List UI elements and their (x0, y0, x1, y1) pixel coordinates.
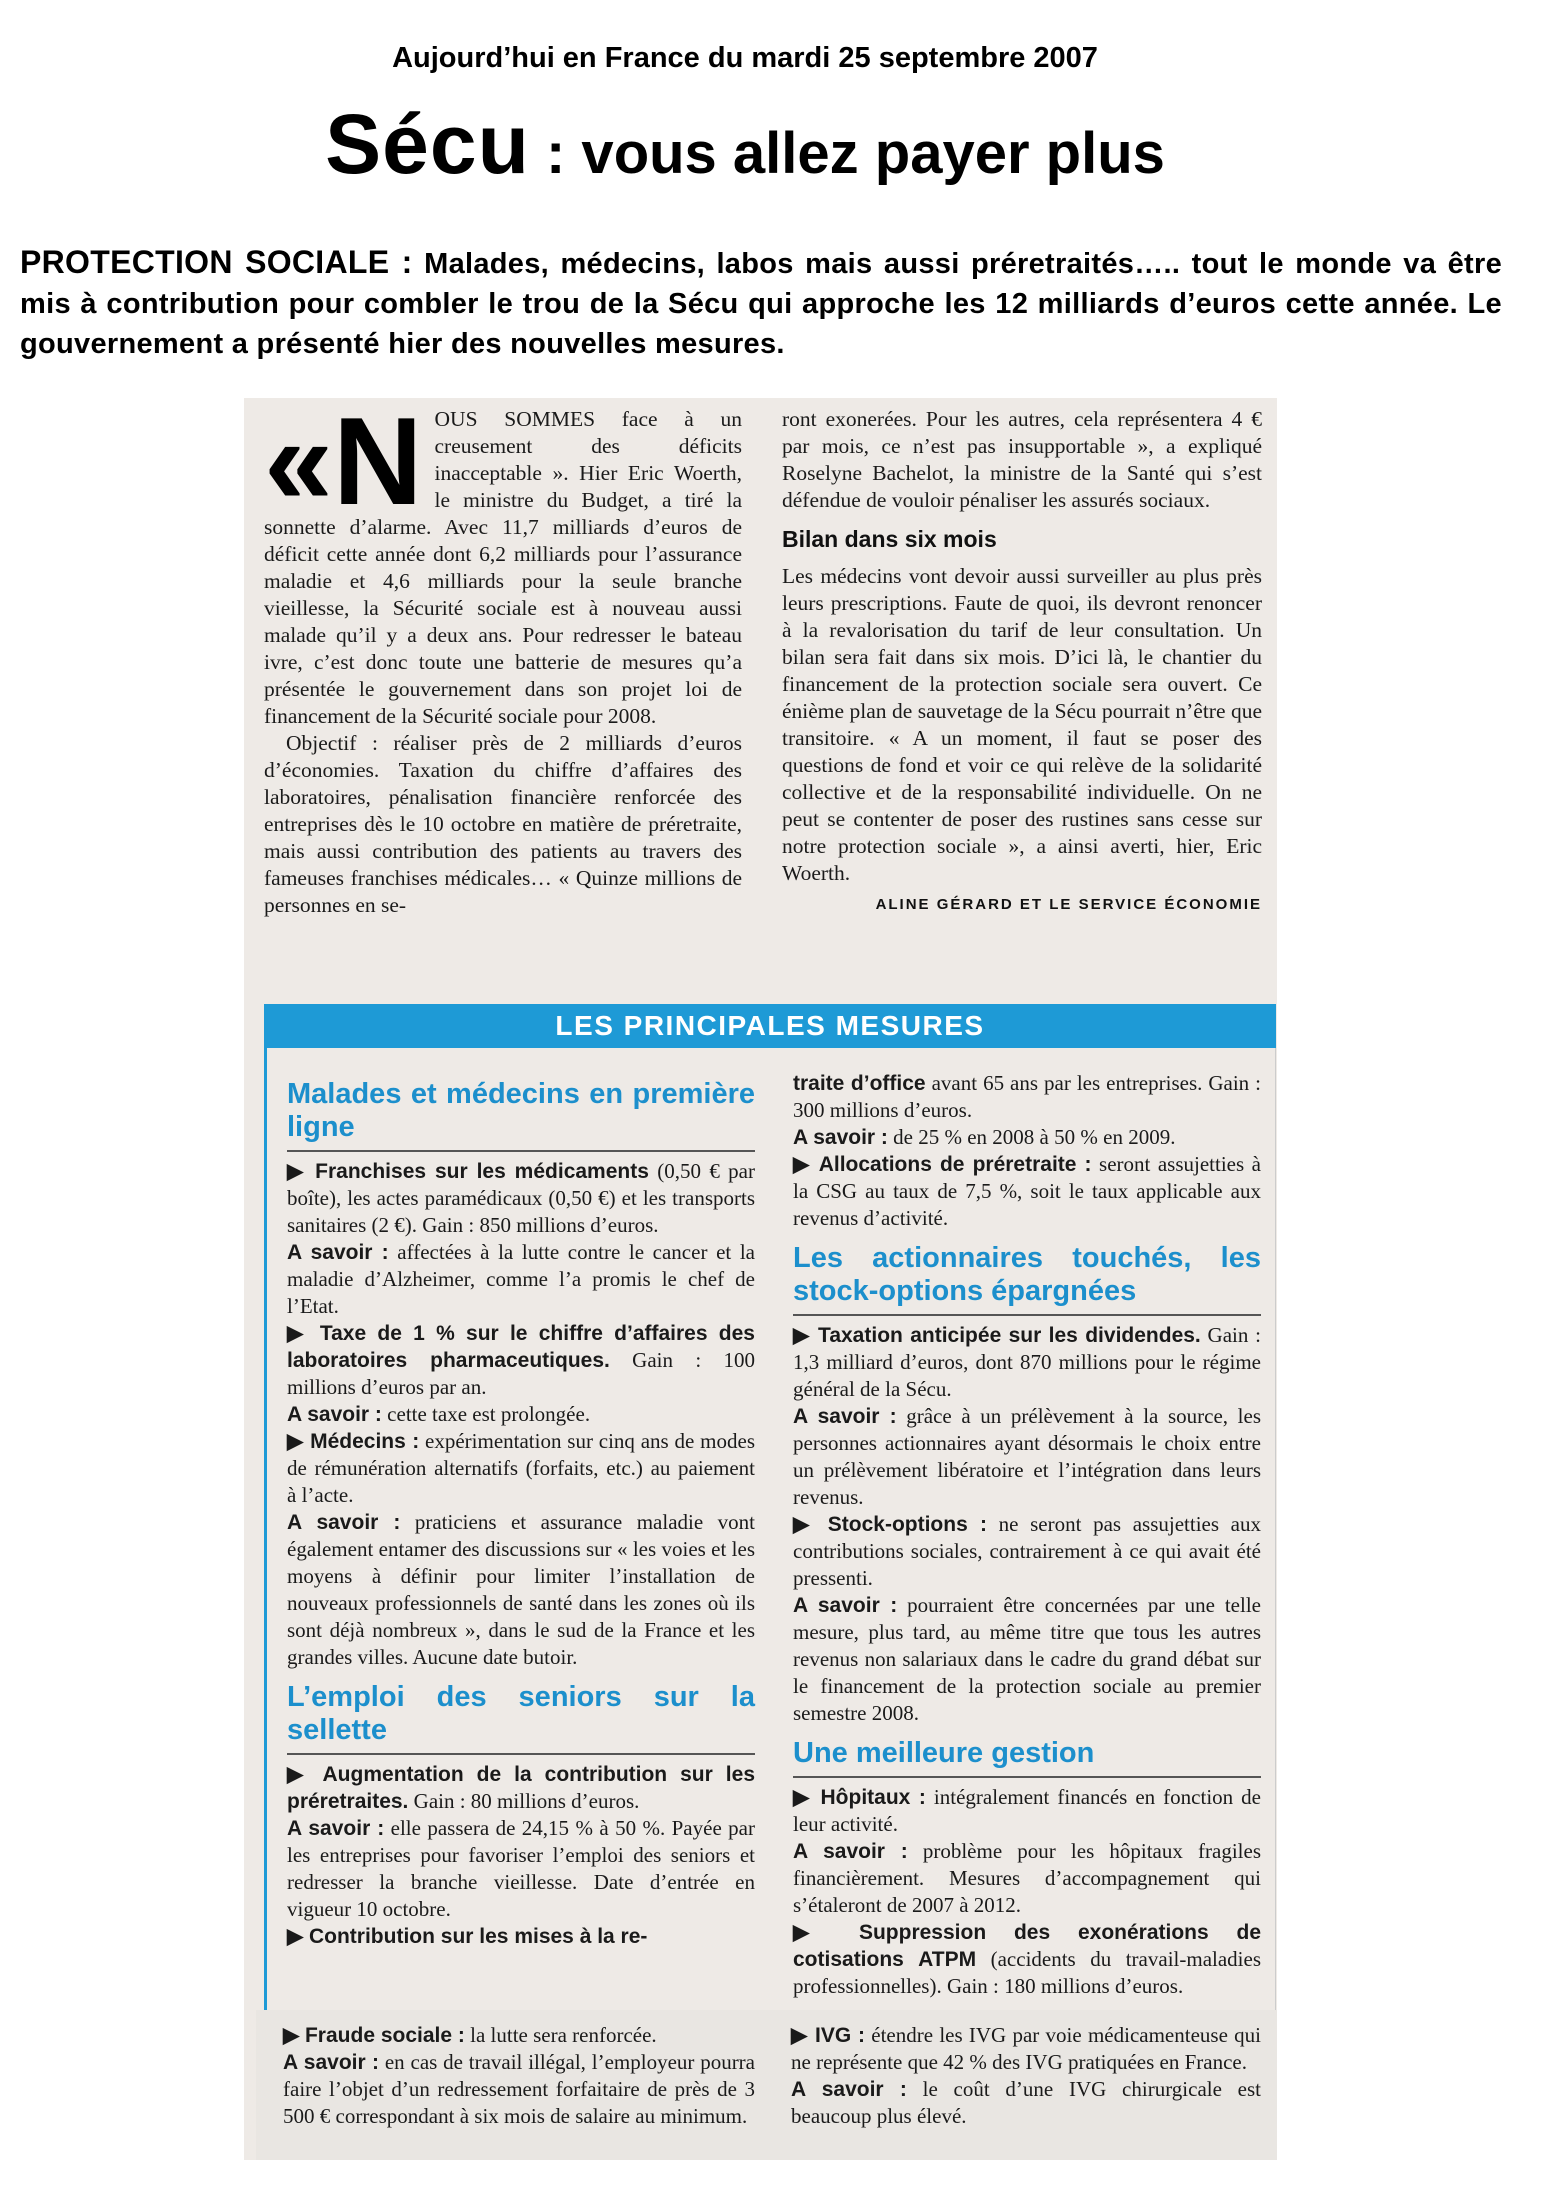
measure-medecins-note: A savoir : praticiens et assurance maladie vont également entamer des discussions sur « les voies et les moyens à définir pour limiter l’installation de nouveaux professionnels de santé dans les zones où ils sont déjà nombreux », dans le sud de la France et les grandes villes. Aucune date butoir. (287, 1510, 755, 1669)
measure-ivg-note: A savoir : le coût d’une IVG chirurgicale est beaucoup plus élevé. (791, 2077, 1262, 2128)
measure-mises-retraite-cont: traite d’office avant 65 ans par les entreprises. Gain : 300 millions d’euros. (793, 1071, 1262, 1122)
measure-taxe-labos: ▶ Taxe de 1 % sur le chiffre d’affaires des laboratoires pharmaceutiques. Gain : 100 millions d’euros par an. (287, 1322, 755, 1399)
article-subhead: Bilan dans six mois (782, 526, 997, 552)
measure-preretraites-note: A savoir : elle passera de 24,15 % à 50 %. Payée par les entreprises pour favoriser l’emploi des seniors et redresser la branche vieillesse. Date d’entrée en vigueur 10 octobre. (287, 1816, 755, 1921)
byline: ALINE GÉRARD ET LE SERVICE ÉCONOMIE (875, 896, 1262, 913)
article-column-2 (782, 406, 1262, 918)
headline (0, 97, 1490, 191)
measures-column-left (287, 1068, 755, 1950)
measure-medecins: ▶ Médecins : expérimentation sur cinq ans de modes de rémunération alternatifs (forfaits, etc.) au paiement à l’acte. (287, 1429, 755, 1507)
source-line: Aujourd’hui en France du mardi 25 septembre 2007 (392, 42, 1098, 74)
measure-mises-retraite-start: ▶ Contribution sur les mises à la re- (287, 1925, 648, 1948)
measure-atpm: ▶ Suppression des exonérations de cotisations ATPM (accidents du travail-maladies professionnelles). Gain : 180 millions d’euros. (793, 1921, 1261, 1998)
measure-dividendes: ▶ Taxation anticipée sur les dividendes. Gain : 1,3 milliard d’euros, dont 870 millions pour le régime général de la Sécu. (793, 1323, 1261, 1401)
article-paragraph-3: ront exonerées. Pour les autres, cela représentera 4 € par mois, ce n’est pas insupportable », a expliqué Roselyne Bachelot, la ministre de la Santé qui s’est défendue de vouloir pénaliser les assurés sociaux. (782, 407, 1262, 512)
lede-text: Malades, médecins, labos mais aussi préretraités….. tout le monde va être mis à contribution pour combler le trou de la Sécu qui approche les 12 milliards d’euros cette année. Le gouvernement a présenté hier des nouvelles mesures. (20, 248, 1503, 360)
section-heading-gestion: Une meilleure gestion (793, 1737, 1261, 1778)
box-title: LES PRINCIPALES MESURES (264, 1004, 1276, 1048)
article-paragraph-1 (264, 393, 742, 730)
dropcap: «N (264, 393, 423, 531)
article-p1-text: OUS SOMMES face à un creusement des déficits inacceptable ». Hier Eric Woerth, le ministre du Budget, a tiré la sonnette d’alarme. Avec 11,7 milliards d’euros de déficit cette année dont 6,2 milliards pour l’assurance maladie et 4,6 milliards pour la seule branche vieillesse, la Sécurité sociale est à nouveau aussi malade qu’il y a deux ans. Pour redresser le bateau ivre, c’est donc toute une batterie de mesures qu’a présentée le gouvernement dans son projet loi de financement de la Sécurité sociale pour 2008. (264, 407, 742, 728)
section-heading-actionnaires: Les actionnaires touchés, les stock-options épargnées (793, 1242, 1261, 1316)
measure-stock-options: ▶ Stock-options : ne seront pas assujetties aux contributions sociales, contrairement à ce qui avait été pressenti. (793, 1512, 1261, 1590)
measure-stock-options-note: A savoir : pourraient être concernées par une telle mesure, plus tard, au même titre que tous les autres revenus non salariaux dans le cadre du grand débat sur le financement de la protection sociale au premier semestre 2008. (793, 1593, 1261, 1725)
measure-preretraites: ▶ Augmentation de la contribution sur les préretraites. Gain : 80 millions d’euros. (287, 1763, 755, 1813)
headline-main: Sécu (325, 97, 530, 191)
section-heading-malades: Malades et médecins en première ligne (287, 1078, 755, 1152)
measure-taxe-labos-note: A savoir : cette taxe est prolongée. (287, 1402, 591, 1426)
section-heading-seniors: L’emploi des seniors sur la sellette (287, 1681, 755, 1755)
measure-fraude: ▶ Fraude sociale : la lutte sera renforcée. (283, 2023, 657, 2047)
measure-ivg-block (791, 2022, 1261, 2130)
measure-franchises-note: A savoir : affectées à la lutte contre le cancer et la maladie d’Alzheimer, comme l’a promis le chef de l’Etat. (287, 1240, 756, 1318)
measure-hopitaux: ▶ Hôpitaux : intégralement financés en fonction de leur activité. (793, 1785, 1261, 1836)
article-column-1 (264, 393, 742, 919)
measure-allocations: ▶ Allocations de préretraite : seront assujetties à la CSG au taux de 7,5 %, soit le taux applicable aux revenus d’activité. (793, 1152, 1261, 1230)
measure-dividendes-note: A savoir : grâce à un prélèvement à la source, les personnes actionnaires ayant désormais le choix entre un prélèvement libératoire et l’intégration dans leurs revenus. (793, 1404, 1261, 1509)
measure-mises-retraite-note: A savoir : de 25 % en 2008 à 50 % en 2009. (793, 1125, 1176, 1149)
measures-column-right (793, 1070, 1261, 2000)
measure-ivg: ▶ IVG : étendre les IVG par voie médicamenteuse qui ne représente que 42 % des IVG pratiquées en France. (791, 2023, 1261, 2074)
measure-fraude-block (283, 2022, 755, 2130)
lede (20, 242, 1502, 364)
article-paragraph-4: Les médecins vont devoir aussi surveiller au plus près leurs prescriptions. Faute de quoi, ils devront renoncer à la revalorisation du tarif de leur consultation. Un bilan sera fait dans six mois. D’ici là, le chantier du financement de la protection sociale sera ouvert. Ce énième plan de sauvetage de la Sécu pourrait n’être que transitoire. « A un moment, il faut se poser des questions de fond et voir ce qui relève de la solidarité collective et de la responsabilité individuelle. On ne peut se contenter de poser des rustines sans cesse sur notre protection sociale », a ainsi averti, hier, Eric Woerth. (782, 564, 1262, 885)
measure-hopitaux-note: A savoir : problème pour les hôpitaux fragiles financièrement. Mesures d’accompagnement qui s’étaleront de 2007 à 2012. (793, 1839, 1261, 1917)
lede-kicker: PROTECTION SOCIALE : (20, 244, 413, 280)
headline-rest: : vous allez payer plus (529, 121, 1165, 186)
measure-franchises: ▶ Franchises sur les médicaments (0,50 € par boîte), les actes paramédicaux (0,50 €) et les transports sanitaires (2 €). Gain : 850 millions d’euros. (287, 1159, 755, 1237)
measure-fraude-note: A savoir : en cas de travail illégal, l’employeur pourra faire l’objet d’un redressement forfaitaire de près de 3 500 € correspondant à six mois de salaire au minimum. (283, 2050, 755, 2128)
article-paragraph-2: Objectif : réaliser près de 2 milliards d’euros d’économies. Taxation du chiffre d’affaires des laboratoires, pénalisation financière renforcée des entreprises dès le 10 octobre en matière de préretraite, mais aussi contribution des patients au travers des fameuses franchises médicales… « Quinze millions de personnes en se- (264, 731, 742, 917)
